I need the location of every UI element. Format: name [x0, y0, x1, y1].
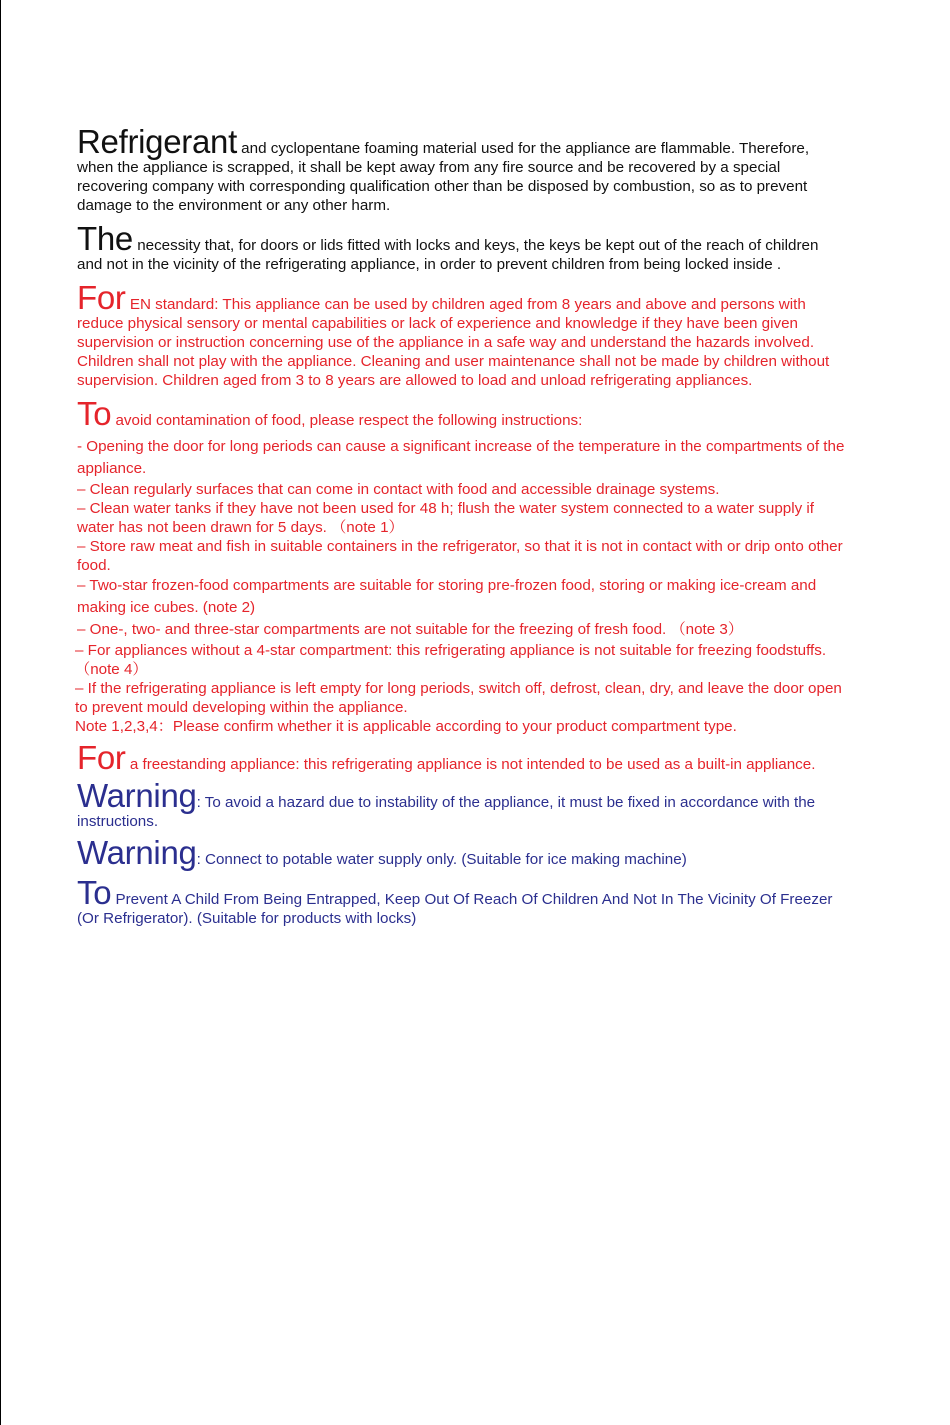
list-item: – For appliances without a 4-star compartment: this refrigerating appliance is not suitable for freezing foodstuffs.（note 4） — [75, 642, 827, 678]
warning-water-paragraph — [77, 834, 847, 871]
safety-instructions-document — [77, 120, 847, 928]
locks-keys-lead-word: The — [77, 220, 133, 257]
contamination-paragraph — [77, 395, 847, 432]
entrapment-lead-word: To — [77, 874, 112, 911]
locks-keys-text: necessity that, for doors or lids fitted with locks and keys, the keys be kept out of the reach of children and not in the vicinity of the refrigerating appliance, in order to prevent children from being locked inside . — [77, 237, 819, 273]
list-item: – One-, two- and three-star compartments are not suitable for the freezing of fresh food. （note 3） — [77, 621, 744, 638]
contamination-lead-word: To — [77, 395, 112, 432]
list-item: – If the refrigerating appliance is left empty for long periods, switch off, defrost, clean, dry, and leave the door open to prevent mould developing within the appliance. — [75, 680, 842, 716]
compartment-note: Note 1,2,3,4：Please confirm whether it is applicable according to your product compartment type. — [75, 718, 737, 735]
locks-keys-paragraph — [77, 220, 847, 274]
warning-water-lead-word: Warning — [77, 834, 197, 871]
warning-stability-text: : To avoid a hazard due to instability of the appliance, it must be fixed in accordance with the instructions. — [77, 794, 816, 830]
warning-stability-lead-word: Warning — [77, 777, 197, 814]
freestanding-lead-word: For — [77, 739, 126, 776]
page-left-border — [0, 0, 1, 1425]
contamination-text: avoid contamination of food, please respect the following instructions: — [111, 412, 583, 429]
en-standard-lead-word: For — [77, 279, 126, 316]
refrigerant-lead-word: Refrigerant — [77, 123, 237, 160]
en-standard-paragraph — [77, 279, 847, 390]
en-standard-text: EN standard: This appliance can be used by children aged from 8 years and above and persons with reduce physical sensory or mental capabilities or lack of experience and knowledge if they have been given supervision or instruction concerning use of the appliance in a safe way and understand the hazards involved. Children shall not play with the appliance. Cleaning and user maintenance shall not be made by children without supervision. Children aged from 3 to 8 years are allowed to load and unload refrigerating appliances. — [77, 296, 830, 389]
list-item: - Opening the door for long periods can cause a significant increase of the temperature in the compartments of the appliance. — [77, 438, 845, 477]
list-item: – Store raw meat and fish in suitable containers in the refrigerator, so that it is not in contact with or drip onto other food. — [77, 538, 843, 574]
list-item: – Two-star frozen-food compartments are suitable for storing pre-frozen food, storing or making ice-cream and making ice cubes. (note 2) — [77, 577, 817, 616]
refrigerant-text: and cyclopentane foaming material used for the appliance are flammable. Therefore, when the appliance is scrapped, it shall be kept away from any fire source and be recovered by a special recovering company with corresponding qualification other than be disposed by combustion, so as to prevent damage to the environment or any other harm. — [77, 140, 810, 214]
list-item: – Clean regularly surfaces that can come in contact with food and accessible drainage systems. — [77, 481, 720, 498]
warning-stability-paragraph — [77, 777, 847, 831]
warning-water-text: : Connect to potable water supply only. (Suitable for ice making machine) — [196, 851, 687, 868]
contamination-instructions-list — [77, 436, 847, 736]
entrapment-text: Prevent A Child From Being Entrapped, Keep Out Of Reach Of Children And Not In The Vicinity Of Freezer (Or Refrigerator). (Suitable for products with locks) — [77, 891, 833, 927]
list-item: – Clean water tanks if they have not been used for 48 h; flush the water system connected to a water supply if water has not been drawn for 5 days. （note 1） — [77, 500, 815, 536]
refrigerant-paragraph — [77, 123, 847, 215]
freestanding-text: a freestanding appliance: this refrigerating appliance is not intended to be used as a built-in appliance. — [125, 756, 816, 773]
contamination-section — [75, 395, 847, 736]
entrapment-paragraph — [77, 874, 847, 928]
freestanding-paragraph — [77, 739, 847, 776]
